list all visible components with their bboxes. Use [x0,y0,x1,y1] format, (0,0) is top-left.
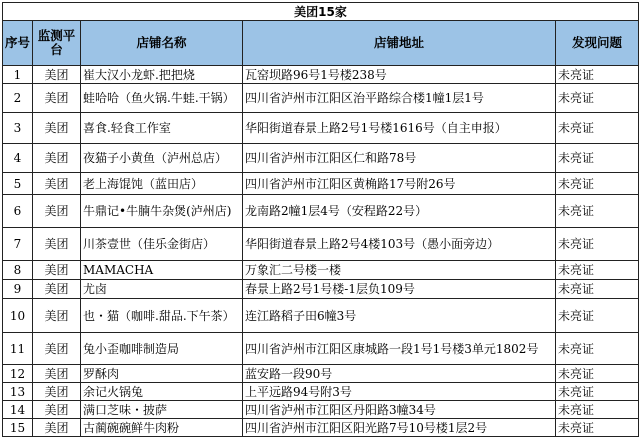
row-store-name: 崔大汉小龙虾.把把烧 [81,66,243,84]
row-platform: 美团 [33,228,81,261]
row-platform: 美团 [33,280,81,299]
row-issue: 未亮证 [556,173,639,195]
row-number: 13 [3,383,33,401]
header-issue: 发现问题 [556,21,639,66]
row-issue: 未亮证 [556,401,639,419]
row-issue: 未亮证 [556,280,639,299]
row-number: 7 [3,228,33,261]
row-platform: 美团 [33,333,81,365]
row-platform: 美团 [33,173,81,195]
row-number: 9 [3,280,33,299]
row-issue: 未亮证 [556,419,639,437]
row-number: 12 [3,365,33,383]
row-store-name: 牛鼎记•牛腩牛杂煲(泸州店) [81,195,243,228]
row-number: 4 [3,144,33,173]
row-platform: 美团 [33,383,81,401]
row-address: 四川省泸州市江阳区仁和路78号 [243,144,556,173]
row-number: 15 [3,419,33,437]
row-number: 5 [3,173,33,195]
header-name: 店铺名称 [81,21,243,66]
row-platform: 美团 [33,261,81,280]
row-number: 3 [3,113,33,144]
table-row [3,401,639,419]
table-row [3,365,639,383]
row-store-name: 老上海馄饨（蓝田店） [81,173,243,195]
row-platform: 美团 [33,299,81,333]
row-store-name: 川茶壹世（佳乐金街店） [81,228,243,261]
row-store-name: 兔小歪咖啡制造局 [81,333,243,365]
row-issue: 未亮证 [556,144,639,173]
table-row [3,144,639,173]
row-store-name: 也・猫（咖啡.甜品.下午茶） [81,299,243,333]
row-platform: 美团 [33,365,81,383]
row-store-name: 古蔺碗碗鲜牛肉粉 [81,419,243,437]
row-store-name: 罗酥肉 [81,365,243,383]
row-number: 14 [3,401,33,419]
table-row [3,419,639,437]
row-address: 万象汇二号楼一楼 [243,261,556,280]
row-store-name: 夜猫子小黄鱼（泸州总店） [81,144,243,173]
row-address: 连江路稻子田6幢3号 [243,299,556,333]
row-issue: 未亮证 [556,84,639,113]
row-issue: 未亮证 [556,365,639,383]
row-number: 1 [3,66,33,84]
row-address: 四川省泸州市江阳区治平路综合楼1幢1层1号 [243,84,556,113]
row-platform: 美团 [33,144,81,173]
row-issue: 未亮证 [556,66,639,84]
table-row [3,195,639,228]
row-number: 11 [3,333,33,365]
store-table [2,2,639,437]
row-platform: 美团 [33,66,81,84]
table-row [3,280,639,299]
row-address: 四川省泸州市江阳区阳光路7号10号楼1层2号 [243,419,556,437]
row-platform: 美团 [33,113,81,144]
row-issue: 未亮证 [556,333,639,365]
row-address: 四川省泸州市江阳区黄桷路17号附26号 [243,173,556,195]
row-issue: 未亮证 [556,261,639,280]
row-number: 6 [3,195,33,228]
row-store-name: MAMACHA [81,261,243,280]
row-issue: 未亮证 [556,383,639,401]
table-row [3,66,639,84]
row-store-name: 尤卤 [81,280,243,299]
row-issue: 未亮证 [556,113,639,144]
row-address: 华阳街道春景上路2号4楼103号（愚小面旁边） [243,228,556,261]
header-platform: 监测平台 [33,21,81,66]
row-issue: 未亮证 [556,299,639,333]
row-store-name: 喜食.轻食工作室 [81,113,243,144]
table-row [3,228,639,261]
row-issue: 未亮证 [556,195,639,228]
row-store-name: 满口芝味・披萨 [81,401,243,419]
header-no: 序号 [3,21,33,66]
table-row [3,333,639,365]
row-address: 瓦窑坝路96号1号楼238号 [243,66,556,84]
row-platform: 美团 [33,84,81,113]
table-row [3,383,639,401]
table-row [3,173,639,195]
row-address: 上平远路94号附3号 [243,383,556,401]
row-address: 四川省泸州市江阳区康城路一段1号1号楼3单元1802号 [243,333,556,365]
row-store-name: 余记火锅兔 [81,383,243,401]
row-address: 华阳街道春景上路2号1号楼1616号（自主申报） [243,113,556,144]
header-address: 店铺地址 [243,21,556,66]
table-row [3,261,639,280]
row-address: 春景上路2号1号楼-1层负109号 [243,280,556,299]
row-address: 龙南路2幢1层4号（安程路22号） [243,195,556,228]
table-row [3,299,639,333]
row-platform: 美团 [33,419,81,437]
table-title: 美团15家 [3,3,639,21]
table-row [3,113,639,144]
row-platform: 美团 [33,195,81,228]
row-number: 10 [3,299,33,333]
table-row [3,84,639,113]
row-number: 8 [3,261,33,280]
row-address: 蓝安路一段90号 [243,365,556,383]
row-issue: 未亮证 [556,228,639,261]
row-store-name: 蛙哈哈（鱼火锅.牛蛙.干锅） [81,84,243,113]
row-address: 四川省泸州市江阳区丹阳路3幢34号 [243,401,556,419]
row-platform: 美团 [33,401,81,419]
row-number: 2 [3,84,33,113]
